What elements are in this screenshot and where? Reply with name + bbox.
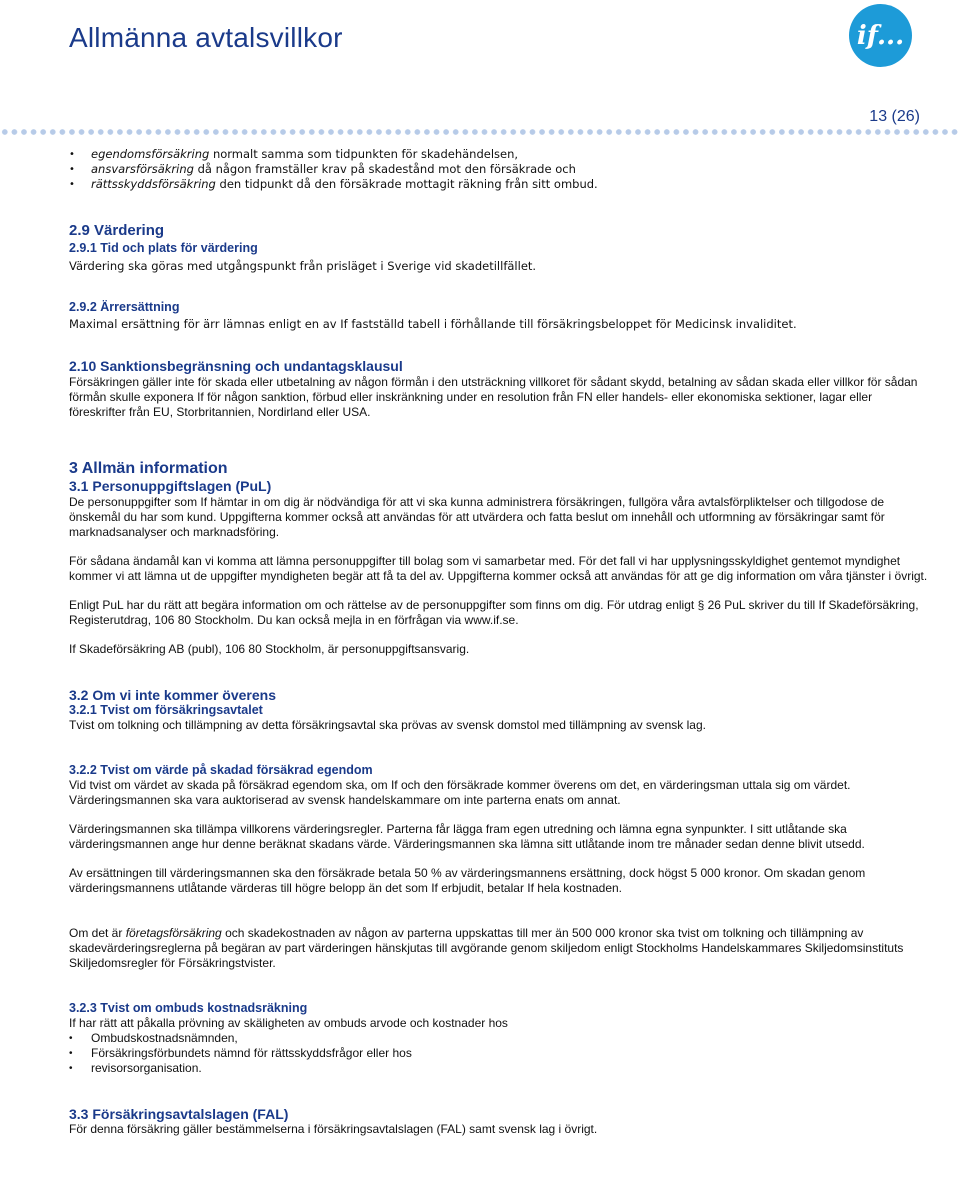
intro-bullet-list	[69, 147, 929, 192]
ombud-bullet-list	[69, 1031, 929, 1076]
section-heading-2-9-2: 2.9.2 Ärrersättning	[69, 300, 180, 314]
if-logo	[849, 4, 912, 67]
paragraph: Vid tvist om värdet av skada på försäkrad egendom ska, om If och den försäkrade kommer överens om det, en värderingsman uttala sig om värdet. Värderingsmannen ska vara auktoriserad av svensk handelskammare om inte parterna enats om annat.	[69, 778, 851, 807]
section-heading-3-2-1: 3.2.1 Tvist om försäkringsavtalet	[69, 703, 263, 717]
paragraph: De personuppgifter som If hämtar in om dig är nödvändiga för att vi ska kunna administrera försäkringen, fullgöra våra avtalsförpliktelser och tillgodose de önskemål du har som kund. Uppgifterna kommer också att användas för att utvärdera och fatta beslut om innehåll och utformning av försäkringar samt för marknadsanalyser och marknadsföring.	[69, 495, 885, 539]
paragraph: Tvist om tolkning och tillämpning av detta försäkringsavtal ska prövas av svensk domstol med tillämpning av svensk lag.	[69, 718, 706, 732]
list-item: • ansvarsförsäkring då någon framställer krav på skadestånd mot den försäkrade och	[69, 162, 929, 177]
section-heading-2-9-1: 2.9.1 Tid och plats för värdering	[69, 241, 258, 255]
paragraph: Värdering ska göras med utgångspunkt från prisläget i Sverige vid skadetillfället.	[69, 259, 537, 273]
paragraph: För denna försäkring gäller bestämmelserna i försäkringsavtalslagen (FAL) samt svensk lag i övrigt.	[69, 1122, 598, 1136]
page-number: 13 (26)	[869, 108, 920, 125]
section-heading-2-10: 2.10 Sanktionsbegränsning och undantagsklausul	[69, 358, 403, 374]
section-heading-3-2: 3.2 Om vi inte kommer överens	[69, 687, 276, 703]
paragraph: Om det är företagsförsäkring och skadekostnaden av någon av parterna uppskattas till mer än 500 000 kronor ska tvist om tolkning och tillämpning av skadevärderingsreglerna på begäran av part värderingen hänskjutas till avgörande genom skiljedom enligt Stockholms Handelskammares Skiljedomsinstituts Skiljedomsregler för Försäkringstvister.	[69, 926, 904, 970]
paragraph: If Skadeförsäkring AB (publ), 106 80 Stockholm, är personuppgiftsansvarig.	[69, 642, 470, 656]
document-title: Allmänna avtalsvillkor	[69, 22, 343, 53]
paragraph: If har rätt att påkalla prövning av skäligheten av ombuds arvode och kostnader hos	[69, 1016, 508, 1030]
list-item: • rättsskyddsförsäkring den tidpunkt då den försäkrade mottagit räkning från sitt ombud.	[69, 177, 929, 192]
list-item: • revisorsorganisation.	[69, 1061, 929, 1076]
paragraph: Enligt PuL har du rätt att begära information om och rättelse av de personuppgifter som finns om dig. För utdrag enligt § 26 PuL skriver du till If Skadeförsäkring, Registerutdrag, 106 80 Stockholm. Du kan också mejla in en förfrågan via www.if.se.	[69, 598, 919, 627]
section-heading-3: 3 Allmän information	[69, 460, 228, 477]
list-item: • Ombudskostnadsnämnden,	[69, 1031, 929, 1046]
dotted-divider	[0, 128, 960, 136]
paragraph: Maximal ersättning för ärr lämnas enligt en av If fastställd tabell i förhållande till försäkringsbeloppet för Medicinsk invaliditet.	[69, 317, 797, 331]
paragraph: Försäkringen gäller inte för skada eller utbetalning av någon förmån i den utsträckning villkoret för sådant skydd, betalning av sådan skada eller villkor för sådan förmån skulle exponera If för någon sanktion, förbud eller inskränkning under en resolution från FN eller handels- eller ekonomiska sektioner, lagar eller föreskrifter från EU, Storbritannien, Nordirland eller USA.	[69, 375, 918, 419]
section-heading-2-9: 2.9 Värdering	[69, 222, 165, 239]
logo-text: if...	[856, 20, 905, 51]
list-item: • egendomsförsäkring normalt samma som tidpunkten för skadehändelsen,	[69, 147, 929, 162]
section-heading-3-1: 3.1 Personuppgiftslagen (PuL)	[69, 478, 272, 494]
list-item: • Försäkringsförbundets nämnd för rättsskyddsfrågor eller hos	[69, 1046, 929, 1061]
document-body	[69, 147, 929, 1137]
section-heading-3-3: 3.3 Försäkringsavtalslagen (FAL)	[69, 1106, 289, 1122]
section-heading-3-2-2: 3.2.2 Tvist om värde på skadad försäkrad egendom	[69, 763, 373, 777]
section-heading-3-2-3: 3.2.3 Tvist om ombuds kostnadsräkning	[69, 1001, 308, 1015]
paragraph: För sådana ändamål kan vi komma att lämna personuppgifter till bolag som vi samarbetar med. För det fall vi har upplysningsskyldighet gentemot myndighet kommer vi att lämna ut de uppgifter myndigheten begär att få ta del av. Uppgifterna kommer också att användas för att ge dig information om våra tjänster i övrigt.	[69, 554, 928, 583]
paragraph: Av ersättningen till värderingsmannen ska den försäkrade betala 50 % av värderingsmannens ersättning, dock högst 5 000 kronor. Om skadan genom värderingsmannens utlåtande värderas till högre belopp än det som If erbjudit, betalar If hela kostnaden.	[69, 866, 866, 895]
paragraph: Värderingsmannen ska tillämpa villkorens värderingsregler. Parterna får lägga fram egen utredning och lämna egna synpunkter. I sitt utlåtande ska värderingsmannen ange hur denne beräknat skadans värde. Värderingsmannen ska lämna sitt utlåtande inom tre månader sedan denne blivit utsedd.	[69, 822, 865, 851]
